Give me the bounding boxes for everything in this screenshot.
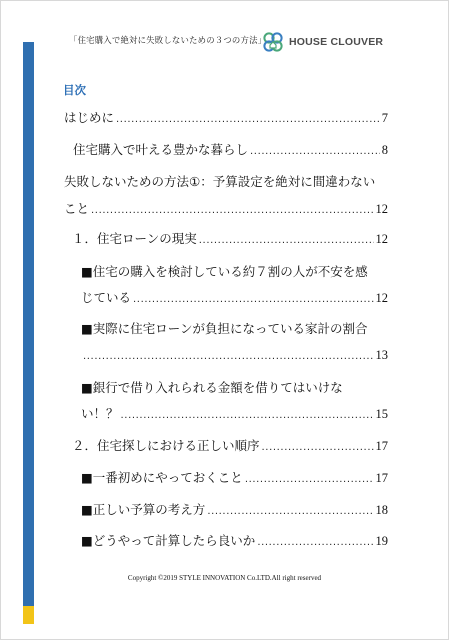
toc-entry-title: い！？: [81, 406, 119, 421]
toc-entry-page: 12: [375, 291, 388, 305]
toc-entry-page: 18: [375, 503, 388, 517]
toc-entry-title: 住宅購入で叶える豊かな暮らし: [73, 142, 249, 157]
toc-entry-title: こと: [64, 201, 90, 216]
dot-leader: [199, 233, 374, 249]
toc-entry-title: １．住宅ローンの現実: [72, 231, 197, 246]
dot-leader: [245, 472, 374, 488]
toc-entry[interactable]: [72, 438, 388, 456]
dot-leader: [116, 112, 380, 128]
dot-leader: [257, 535, 373, 551]
toc-entry-title: ■正しい予算の考え方: [81, 502, 206, 517]
copyright-notice: Copyright ©2019 STYLE INNOVATION Co.LTD.All right reserved: [127, 574, 322, 582]
toc-entry[interactable]: [81, 347, 388, 365]
toc-entry-title: はじめに: [64, 110, 115, 125]
toc-entry[interactable]: [81, 533, 388, 551]
toc-entry-page: 17: [375, 471, 388, 485]
toc-entry-title: じている: [81, 290, 132, 305]
toc-entry-page: 19: [375, 534, 388, 548]
dot-leader: [121, 408, 374, 424]
document-title: 「住宅購入で絶対に失敗しないための３つの方法」: [69, 35, 267, 45]
toc-entry-title: ■一番初めにやっておくこと: [81, 470, 243, 485]
dot-leader: [83, 349, 374, 365]
toc-entry-page: 7: [381, 111, 388, 125]
toc-entry-page: 12: [375, 232, 388, 246]
toc-entry[interactable]: [81, 470, 388, 488]
toc-entry[interactable]: [64, 110, 388, 128]
toc-entry[interactable]: [64, 201, 388, 219]
toc-entry-title-line1[interactable]: ■実際に住宅ローンが負担になっている家計の割合: [81, 321, 368, 336]
toc-entry-page: 12: [375, 202, 388, 216]
dot-leader: [250, 144, 380, 160]
dot-leader: [91, 203, 373, 219]
toc-entry[interactable]: [81, 290, 388, 308]
toc-entry-title: ■どうやって計算したら良いか: [81, 533, 256, 548]
logo-text: HOUSE CLOUVER: [289, 36, 384, 48]
toc-entry[interactable]: [73, 142, 388, 160]
toc-entry-title: ２．住宅探しにおける正しい順序: [72, 438, 260, 453]
toc-entry-page: 17: [375, 439, 388, 453]
toc-entry-title-line1[interactable]: ■銀行で借り入れられる金額を借りてはいけな: [81, 380, 343, 395]
toc-entry[interactable]: [81, 406, 388, 424]
dot-leader: [133, 292, 373, 308]
toc-entry-page: 13: [375, 348, 388, 362]
toc-entry-page: 15: [375, 407, 388, 421]
toc-entry[interactable]: [72, 231, 388, 249]
toc-entry-page: 8: [381, 143, 388, 157]
toc-heading: 目次: [63, 83, 86, 97]
dot-leader: [262, 440, 374, 456]
dot-leader: [207, 504, 373, 520]
toc-entry[interactable]: [81, 502, 388, 520]
toc-entry-title-line1[interactable]: 失敗しないための方法①：予算設定を絶対に間違わない: [64, 174, 376, 189]
toc-entry-title-line1[interactable]: ■住宅の購入を検討している約７割の人が不安を感: [81, 264, 368, 279]
